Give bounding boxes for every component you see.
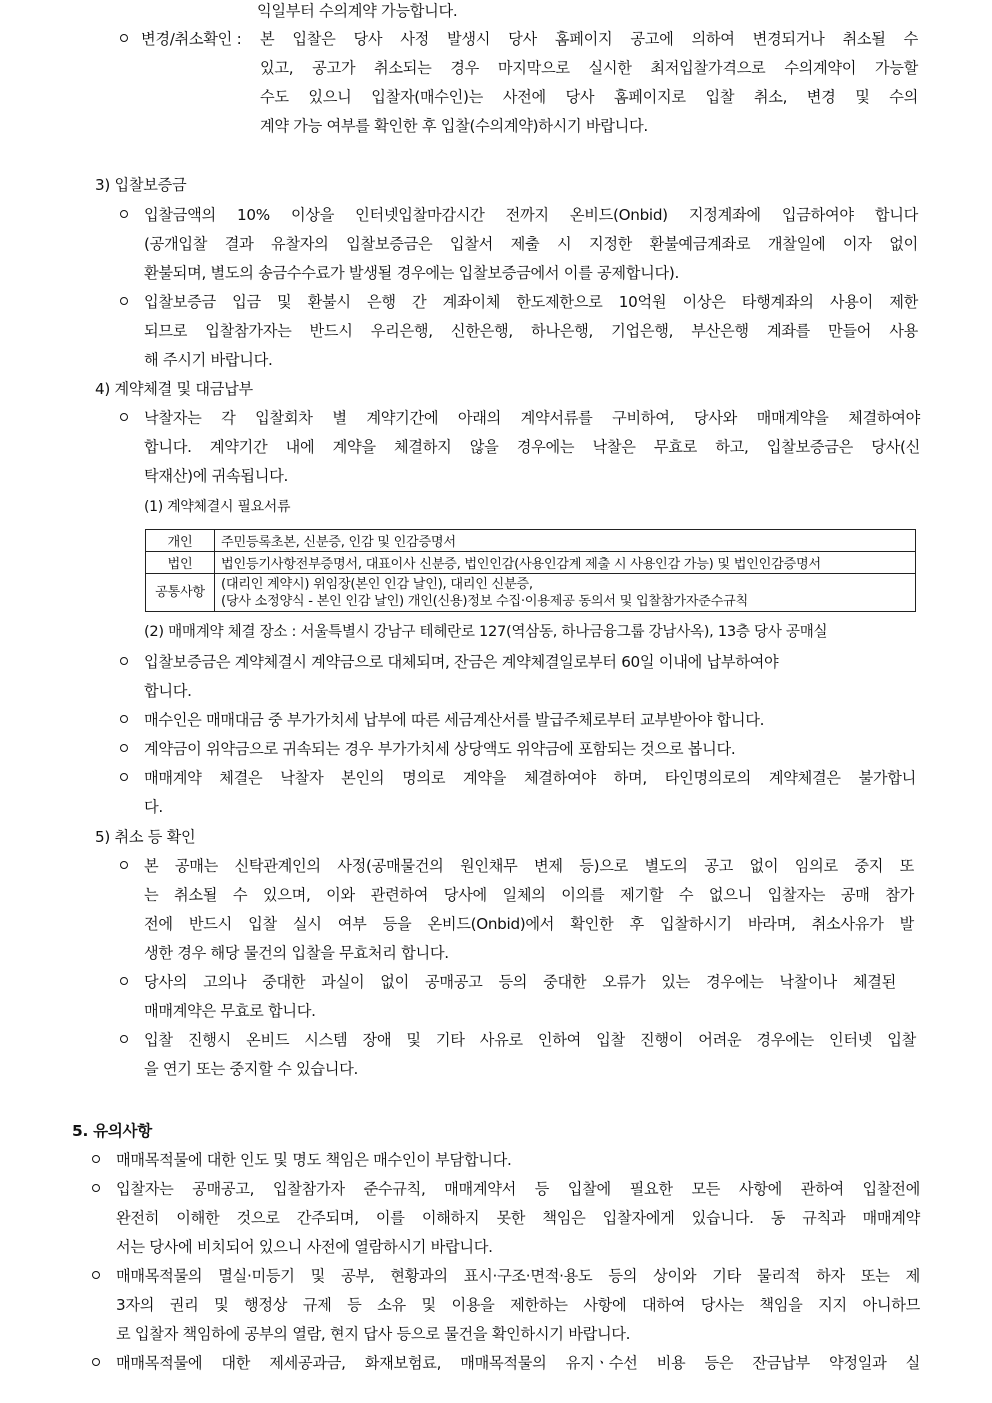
- s3-b2-line-1: 입찰보증금 입금 및 환불시 은행 간 계좌이체 한도제한으로 10억원 이상은 타행계좌의 사용이 제한: [144, 293, 918, 311]
- s4-b2-line-2: 합니다.: [144, 682, 192, 700]
- table-value: 법인등기사항전부증명서, 대표이사 신분증, 법인인감(사용인감계 제출 시 사용인감 가능) 및 법인인감증명서: [215, 552, 916, 574]
- s4-b2-line-1: 입찰보증금은 계약체결시 계약금으로 대체되며, 잔금은 계약체결일로부터 60일 이내에 납부하여야: [144, 653, 779, 671]
- bullet-icon: [92, 1271, 100, 1279]
- bullet-icon: [92, 1358, 100, 1366]
- table-row: [146, 552, 916, 574]
- bullet-icon: [120, 1035, 128, 1043]
- change-line-1: 본 입찰은 당사 사정 발생시 당사 홈페이지 공고에 의하여 변경되거나 취소될 수: [260, 30, 918, 48]
- table-value-line-2: (당사 소정양식 - 본인 인감 날인) 개인(신용)정보 수집·이용제공 동의서 및 입찰참가자준수규칙: [221, 593, 748, 609]
- table-key: 법인: [146, 552, 215, 574]
- s4-b1-line-3: 탁재산)에 귀속됩니다.: [144, 467, 289, 485]
- s3-b1-line-2: (공개입찰 결과 유찰자의 입찰보증금은 입찰서 제출 시 지정한 환불예금계좌로 개찰일에 이자 없이: [144, 235, 918, 253]
- s5-b1-line-2: 는 취소될 수 있으며, 이와 관련하여 당사에 일체의 이의를 제기할 수 없으니 입찰자는 공매 참가: [144, 886, 914, 904]
- notes-b2-line-3: 서는 당사에 비치되어 있으니 사전에 열람하시기 바랍니다.: [116, 1238, 493, 1256]
- notes-heading: 5. 유의사항: [72, 1122, 152, 1140]
- bullet-icon: [120, 715, 128, 723]
- s5-b3-line-2: 을 연기 또는 중지할 수 있습니다.: [144, 1060, 358, 1078]
- s5-b1-line-3: 전에 반드시 입찰 실시 여부 등을 온비드(Onbid)에서 확인한 후 입찰하시기 바라며, 취소사유가 발: [144, 915, 914, 933]
- bullet-icon: [120, 34, 128, 42]
- s3-b1-line-3: 환불되며, 별도의 송금수수료가 발생될 경우에는 입찰보증금에서 이를 공제합니다).: [144, 264, 679, 282]
- table-row: [146, 530, 916, 552]
- s4-b1-line-2: 합니다. 계약기간 내에 계약을 체결하지 않을 경우에는 낙찰은 무효로 하고, 입찰보증금은 당사(신: [144, 438, 920, 456]
- notes-b1: 매매목적물에 대한 인도 및 명도 책임은 매수인이 부담합니다.: [116, 1151, 512, 1169]
- table-key: 개인: [146, 530, 215, 552]
- change-line-2: 있고, 공고가 취소되는 경우 마지막으로 실시한 최저입찰가격으로 수의계약이 가능할: [260, 59, 918, 77]
- notes-b3-line-2: 3자의 권리 및 행정상 규제 등 소유 및 이용을 제한하는 사항에 대하여 당사는 책임을 지지 아니하므: [116, 1296, 920, 1314]
- section-5-title: 5) 취소 등 확인: [95, 828, 196, 846]
- change-label: 변경/취소확인 :: [141, 30, 242, 48]
- table-row: [146, 574, 916, 612]
- change-line-3: 수도 있으니 입찰자(매수인)는 사전에 당사 홈페이지로 입찰 취소, 변경 및 수의: [260, 88, 918, 106]
- bullet-icon: [120, 744, 128, 752]
- notes-b4-line-1: 매매목적물에 대한 제세공과금, 화재보험료, 매매목적물의 유지ㆍ수선 비용 등은 잔금납부 약정일과 실: [116, 1354, 920, 1372]
- notes-b3-line-3: 로 입찰자 책임하에 공부의 열람, 현지 답사 등으로 물건을 확인하시기 바랍니다.: [116, 1325, 631, 1343]
- section-3-title: 3) 입찰보증금: [95, 176, 187, 194]
- s5-b3-line-1: 입찰 진행시 온비드 시스템 장애 및 기타 사유로 인하여 입찰 진행이 어려운 경우에는 인터넷 입찰: [144, 1031, 916, 1049]
- s4-sub2-location: (2) 매매계약 체결 장소 : 서울특별시 강남구 테헤란로 127(역삼동, 하나금융그룹 강남사옥), 13층 당사 공매실: [144, 623, 828, 640]
- s4-b5-line-1: 매매계약 체결은 낙찰자 본인의 명의로 계약을 체결하여야 하며, 타인명의로의 계약체결은 불가합니: [144, 769, 916, 787]
- s4-b1-line-1: 낙찰자는 각 입찰회차 별 계약기간에 아래의 계약서류를 구비하여, 당사와 매매계약을 체결하여야: [144, 409, 920, 427]
- s4-b4: 계약금이 위약금으로 귀속되는 경우 부가가치세 상당액도 위약금에 포함되는 것으로 봅니다.: [144, 740, 736, 758]
- bullet-icon: [120, 977, 128, 985]
- s5-b2-line-2: 매매계약은 무효로 합니다.: [144, 1002, 316, 1020]
- bullet-icon: [92, 1184, 100, 1192]
- notes-b2-line-1: 입찰자는 공매공고, 입찰참가자 준수규칙, 매매계약서 등 입찰에 필요한 모든 사항에 관하여 입찰전에: [116, 1180, 920, 1198]
- table-value-line-1: (대리인 계약시) 위임장(본인 인감 날인), 대리인 신분증,: [221, 576, 533, 592]
- s4-b5-line-2: 다.: [144, 798, 163, 816]
- s3-b2-line-2: 되므로 입찰참가자는 반드시 우리은행, 신한은행, 하나은행, 기업은행, 부산은행 계좌를 만들어 사용: [144, 322, 918, 340]
- table-value: [215, 574, 916, 612]
- notes-b2-line-2: 완전히 이해한 것으로 간주되며, 이를 이해하지 못한 책임은 입찰자에게 있습니다. 동 규칙과 매매계약: [116, 1209, 920, 1227]
- bullet-icon: [120, 773, 128, 781]
- bullet-icon: [120, 413, 128, 421]
- required-documents-table: [145, 529, 916, 612]
- bullet-icon: [120, 297, 128, 305]
- bullet-icon: [120, 861, 128, 869]
- table-key: 공통사항: [146, 574, 215, 612]
- bullet-icon: [120, 210, 128, 218]
- s3-b1-line-1: 입찰금액의 10% 이상을 인터넷입찰마감시간 전까지 온비드(Onbid) 지정계좌에 입금하여야 합니다: [144, 206, 918, 224]
- s4-sub1-heading: (1) 계약체결시 필요서류: [144, 499, 291, 515]
- s5-b2-line-1: 당사의 고의나 중대한 과실이 없이 공매공고 등의 중대한 오류가 있는 경우에는 낙찰이나 체결된: [144, 973, 896, 991]
- s3-b2-line-3: 해 주시기 바랍니다.: [144, 351, 273, 369]
- bullet-icon: [120, 657, 128, 665]
- notes-b3-line-1: 매매목적물의 멸실·미등기 및 공부, 현황과의 표시·구조·면적·용도 등의 상이와 기타 물리적 하자 또는 제: [116, 1267, 921, 1285]
- intro-continuation: 익일부터 수의계약 가능합니다.: [257, 2, 458, 20]
- section-4-title: 4) 계약체결 및 대금납부: [95, 380, 253, 398]
- s5-b1-line-4: 생한 경우 해당 물건의 입찰을 무효처리 합니다.: [144, 944, 449, 962]
- bullet-icon: [92, 1155, 100, 1163]
- table-value: 주민등록초본, 신분증, 인감 및 인감증명서: [215, 530, 916, 552]
- change-line-4: 계약 가능 여부를 확인한 후 입찰(수의계약)하시기 바랍니다.: [260, 117, 648, 135]
- s4-b3: 매수인은 매매대금 중 부가가치세 납부에 따른 세금계산서를 발급주체로부터 교부받아야 합니다.: [144, 711, 765, 729]
- s5-b1-line-1: 본 공매는 신탁관계인의 사정(공매물건의 원인채무 변제 등)으로 별도의 공고 없이 임의로 중지 또: [144, 857, 914, 875]
